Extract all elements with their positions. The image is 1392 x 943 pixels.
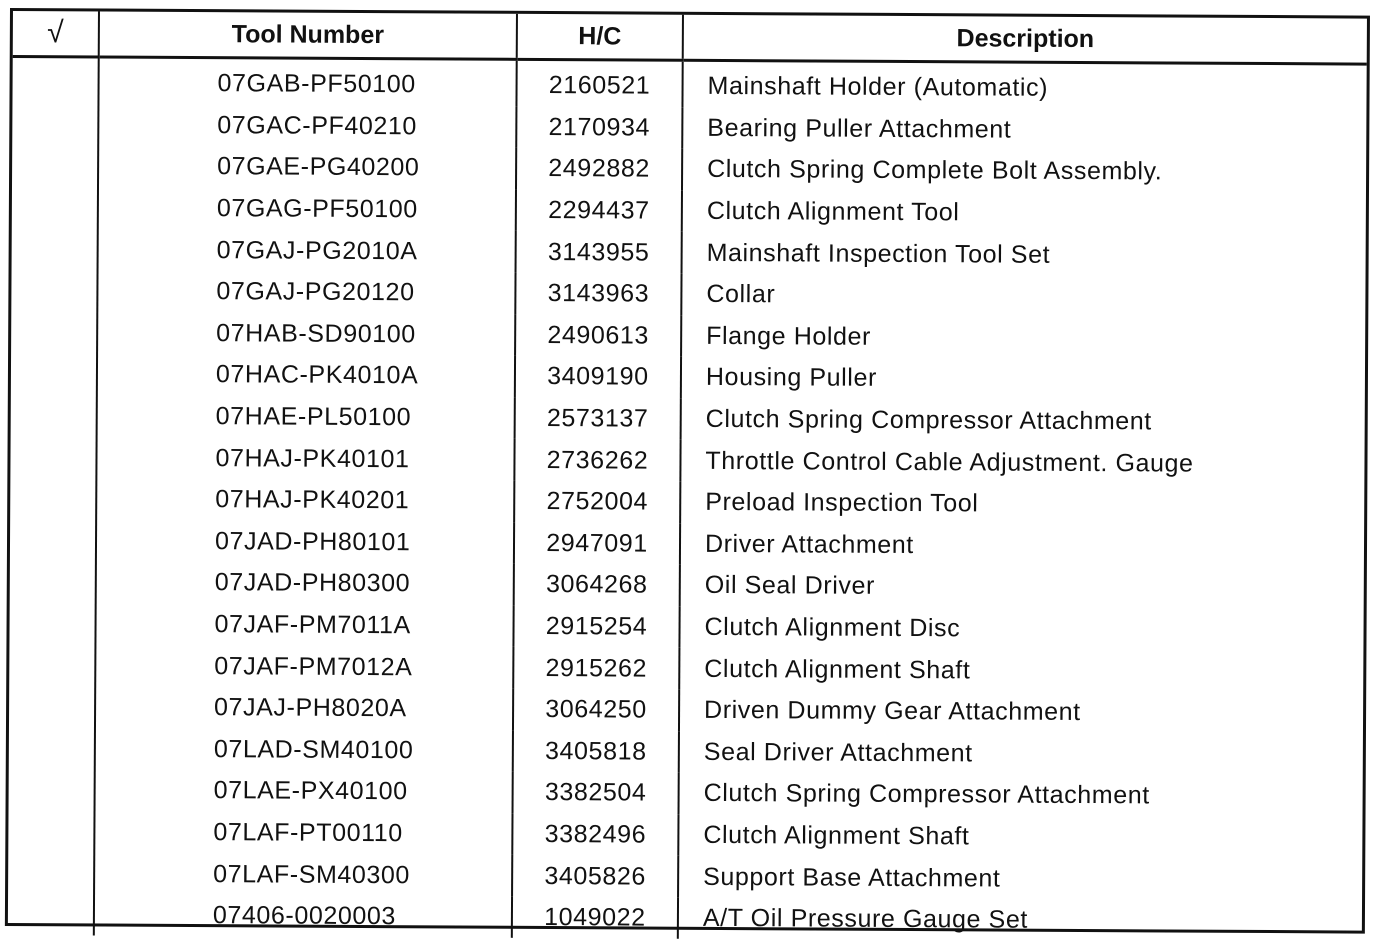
description-cell: Support Base Attachment	[703, 862, 1001, 893]
hc-cell: 1049022	[512, 897, 678, 940]
hc-cell: 2492882	[516, 148, 682, 191]
check-cell	[12, 57, 98, 105]
hc-cell: 2752004	[514, 481, 680, 524]
tool-rows	[8, 57, 1367, 943]
check-cell	[12, 104, 98, 146]
check-cell	[12, 145, 98, 187]
tool-number-cell: 07GAG-PF50100	[98, 187, 516, 231]
tool-number-cell: 07JAD-PH80300	[96, 562, 514, 606]
check-cell	[11, 353, 97, 395]
header-row	[13, 11, 1367, 64]
hc-cell: 3064250	[513, 689, 679, 732]
tool-number-cell: 07LAF-PT00110	[94, 811, 512, 855]
hc-cell: 2573137	[515, 398, 681, 441]
check-cell	[10, 436, 96, 478]
check-cell	[8, 811, 94, 853]
hc-cell: 2170934	[516, 106, 682, 149]
hc-cell: 3382504	[513, 772, 679, 815]
tool-number-cell: 07JAD-PH80101	[96, 520, 514, 564]
description-cell: Clutch Alignment Shaft	[703, 820, 970, 851]
tool-number-cell: 07HAJ-PK40201	[96, 478, 514, 522]
description-cell: Driven Dummy Gear Attachment	[704, 696, 1081, 727]
description-cell: Preload Inspection Tool	[705, 488, 979, 518]
description-cell: Driver Attachment	[704, 529, 914, 559]
check-cell	[9, 769, 95, 811]
check-cell	[10, 561, 96, 603]
hc-cell: 3405818	[513, 730, 679, 773]
tool-number-cell: 07LAF-SM40300	[94, 853, 512, 897]
description-cell: Clutch Spring Complete Bolt Assembly.	[707, 155, 1163, 186]
tool-number-cell: 07JAJ-PH8020A	[95, 686, 513, 730]
description-cell: Clutch Alignment Disc	[704, 612, 961, 643]
check-cell	[9, 644, 95, 686]
check-cell	[11, 270, 97, 312]
check-cell	[8, 852, 94, 894]
hc-column-header: H/C	[517, 14, 683, 60]
tool-number-cell: 07HAC-PK4010A	[97, 354, 515, 398]
tool-number-cell: 07JAF-PM7012A	[95, 645, 513, 689]
description-cell: A/T Oil Pressure Gauge Set	[702, 904, 1029, 934]
tool-number-cell: 07LAE-PX40100	[95, 770, 513, 814]
tool-number-cell: 07HAJ-PK40101	[96, 437, 514, 481]
hc-cell: 2947091	[514, 522, 680, 565]
tool-number-cell: 07GAE-PG40200	[98, 146, 516, 190]
description-cell: Clutch Alignment Shaft	[704, 654, 971, 684]
hc-cell: 3405826	[512, 855, 678, 898]
description-cell: Bearing Puller Attachment	[707, 113, 1012, 144]
check-cell	[12, 187, 98, 229]
tool-table	[8, 11, 1367, 943]
description-cell: Collar	[706, 280, 776, 309]
tool-number-cell: 07GAJ-PG2010A	[98, 229, 516, 273]
tool-number-column-header: Tool Number	[99, 11, 517, 59]
tool-list-sheet	[5, 8, 1370, 934]
hc-cell: 3064268	[514, 564, 680, 607]
table-row	[8, 894, 1362, 943]
tool-number-cell: 07JAF-PM7011A	[95, 603, 513, 647]
check-cell	[11, 312, 97, 354]
tool-number-cell: 07HAB-SD90100	[97, 312, 515, 356]
hc-cell: 3409190	[515, 356, 681, 399]
tool-number-cell: 07LAD-SM40100	[95, 728, 513, 772]
check-column-header: √	[13, 11, 99, 57]
hc-cell: 2294437	[516, 190, 682, 233]
tool-number-cell: 07GAB-PF50100	[98, 57, 516, 106]
check-cell	[8, 894, 94, 936]
hc-cell: 2915262	[513, 647, 679, 690]
tool-number-cell: 07GAC-PF40210	[98, 104, 516, 148]
hc-cell: 3143963	[515, 273, 681, 316]
hc-cell: 2736262	[514, 439, 680, 482]
hc-cell: 3382496	[512, 814, 678, 857]
description-cell: Clutch Spring Compressor Attachment	[703, 779, 1150, 810]
description-cell: Clutch Alignment Tool	[706, 196, 960, 227]
description-column-header: Description	[683, 15, 1367, 64]
check-cell	[9, 686, 95, 728]
description-cell: Oil Seal Driver	[704, 571, 876, 601]
hc-cell: 2915254	[513, 606, 679, 649]
hc-cell: 3143955	[516, 231, 682, 274]
check-cell	[12, 228, 98, 270]
tool-number-cell: 07406-0020003	[94, 894, 512, 938]
table-row	[12, 57, 1366, 112]
hc-cell: 2490613	[515, 314, 681, 357]
tool-number-cell: 07GAJ-PG20120	[97, 270, 515, 314]
description-cell: Throttle Control Cable Adjustment. Gauge	[705, 446, 1194, 478]
description-cell: Mainshaft Holder (Automatic)	[707, 72, 1049, 103]
check-cell	[10, 478, 96, 520]
check-cell	[11, 395, 97, 437]
check-cell	[9, 603, 95, 645]
description-cell: Mainshaft Inspection Tool Set	[706, 238, 1051, 269]
check-cell	[9, 728, 95, 770]
description-cell: Flange Holder	[706, 321, 872, 351]
description-cell: Seal Driver Attachment	[703, 737, 973, 768]
description-cell: Housing Puller	[705, 363, 878, 393]
check-cell	[10, 520, 96, 562]
tool-number-cell: 07HAE-PL50100	[97, 395, 515, 439]
description-cell: Clutch Spring Compressor Attachment	[705, 404, 1152, 436]
hc-cell: 2160521	[516, 59, 682, 107]
